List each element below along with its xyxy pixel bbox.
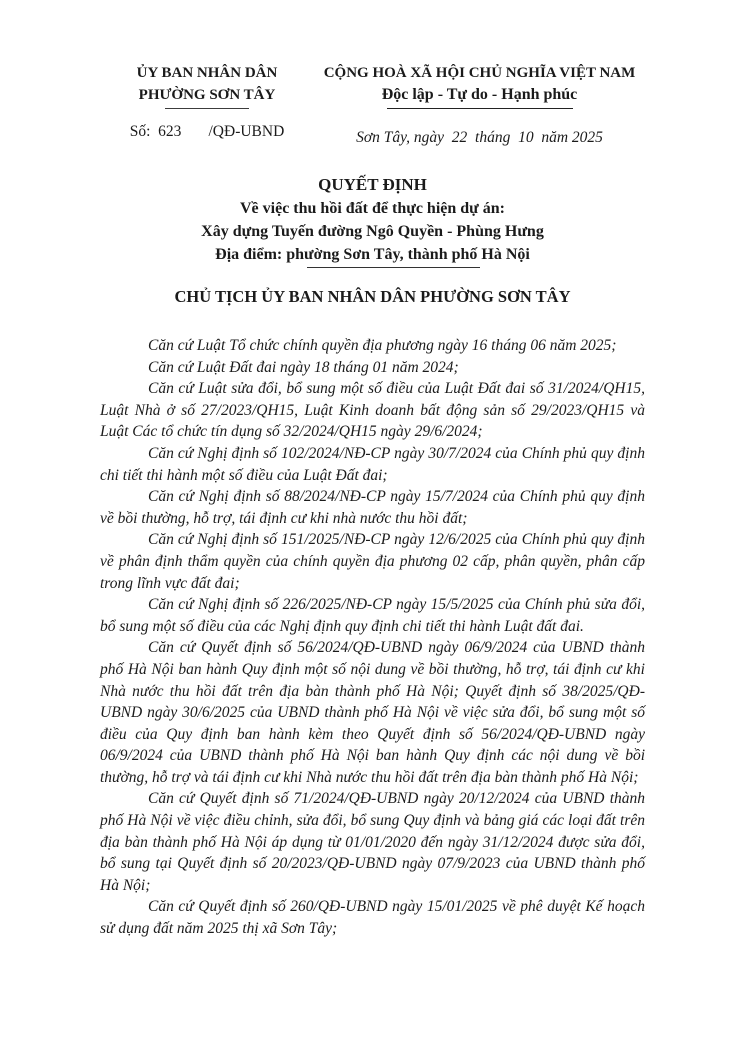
legal-basis-paragraph: Căn cứ Nghị định số 226/2025/NĐ-CP ngày 15/5/2025 của Chính phủ sửa đổi, bổ sung một số điều của các Nghị định quy định chi tiết thi hành Luật đất đai.	[100, 596, 645, 635]
document-title: QUYẾT ĐỊNH	[318, 175, 427, 194]
national-motto-underline	[387, 108, 573, 109]
legal-basis-paragraph: Căn cứ Quyết định số 71/2024/QĐ-UBND ngày 20/12/2024 của UBND thành phố Hà Nội về việc điều chỉnh, sửa đổi, bổ sung Quy định và bảng giá các loại đất trên địa bàn thành phố Hà Nội áp dụng từ 01/01/2020 đến ngày 31/12/2024 được sửa đổi, bổ sung tại Quyết định số 20/2023/QĐ-UBND ngày 07/9/2023 của UBND thành phố Hà Nội;	[100, 790, 645, 894]
issuing-authority-line1: ỦY BAN NHÂN DÂN	[136, 65, 278, 81]
issuing-authority-block	[100, 62, 314, 147]
issuing-authority-line2: PHƯỜNG SƠN TÂY	[138, 87, 276, 103]
document-subject-line3: Địa điểm: phường Sơn Tây, thành phố Hà Nội	[215, 246, 530, 263]
legal-basis-paragraph: Căn cứ Quyết định số 260/QĐ-UBND ngày 15/01/2025 về phê duyệt Kế hoạch sử dụng đất năm 2025 thị xã Sơn Tây;	[100, 898, 645, 938]
issuing-authority-underline	[165, 108, 249, 109]
legal-basis-paragraph: Căn cứ Luật Đất đai ngày 18 tháng 01 năm 2024;	[148, 358, 459, 376]
national-title: CỘNG HOÀ XÃ HỘI CHỦ NGHĨA VIỆT NAM	[323, 65, 636, 81]
legal-basis-paragraph: Căn cứ Quyết định số 56/2024/QĐ-UBND ngày 06/9/2024 của UBND thành phố Hà Nội ban hành Quy định một số nội dung về bồi thường, hỗ trợ, tái định cư khi Nhà nước thu hồi đất trên địa bàn thành phố Hà Nội; Quyết định số 38/2025/QĐ-UBND ngày 30/6/2025 của UBND thành phố Hà Nội về việc sửa đổi, bổ sung một số điều của Quy định ban hành kèm theo Quyết định số 56/2024/QĐ-UBND ngày 06/9/2024 của UBND thành phố Hà Nội ban hành Quy định các nội dung về bồi thường, hỗ trợ và tái định cư khi Nhà nước thu hồi đất trên địa bàn thành phố Hà Nội;	[100, 639, 645, 786]
place-and-date: Sơn Tây, ngày 22 tháng 10 năm 2025	[356, 129, 603, 146]
legal-basis-paragraph: Căn cứ Luật sửa đổi, bổ sung một số điều của Luật Đất đai số 31/2024/QH15, Luật Nhà ở số 27/2023/QH15, Luật Kinh doanh bất động sản số 29/2023/QH15 và Luật Các tổ chức tín dụng số 32/2024/QH15 ngày 29/6/2024;	[100, 380, 645, 441]
document-number: Số: 623 /QĐ-UBND	[129, 123, 285, 140]
legal-basis-paragraph: Căn cứ Nghị định số 151/2025/NĐ-CP ngày 12/6/2025 của Chính phủ quy định về phân định thẩm quyền của chính quyền địa phương 02 cấp, phân quyền, phân cấp trong lĩnh vực đất đai;	[100, 531, 645, 592]
legal-basis-paragraph: Căn cứ Nghị định số 102/2024/NĐ-CP ngày 30/7/2024 của Chính phủ quy định chi tiết thi hành một số điều của Luật Đất đai;	[100, 444, 645, 484]
legal-basis-section	[100, 335, 645, 940]
national-motto: Độc lập - Tự do - Hạnh phúc	[381, 86, 578, 103]
title-block	[100, 173, 645, 308]
legal-basis-paragraph: Căn cứ Nghị định số 88/2024/NĐ-CP ngày 15/7/2024 của Chính phủ quy định về bồi thường, hỗ trợ, tái định cư khi nhà nước thu hồi đất;	[100, 488, 645, 527]
legal-basis-paragraph: Căn cứ Luật Tổ chức chính quyền địa phương ngày 16 tháng 06 năm 2025;	[148, 337, 617, 354]
document-header	[100, 62, 645, 147]
document-subject-line2: Xây dựng Tuyến đường Ngô Quyền - Phùng Hưng	[201, 223, 544, 240]
deciding-authority: CHỦ TỊCH ỦY BAN NHÂN DÂN PHƯỜNG SƠN TÂY	[174, 287, 571, 306]
national-motto-block	[314, 62, 645, 147]
title-underline	[307, 267, 480, 268]
document-subject-line1: Về việc thu hồi đất để thực hiện dự án:	[240, 200, 505, 217]
